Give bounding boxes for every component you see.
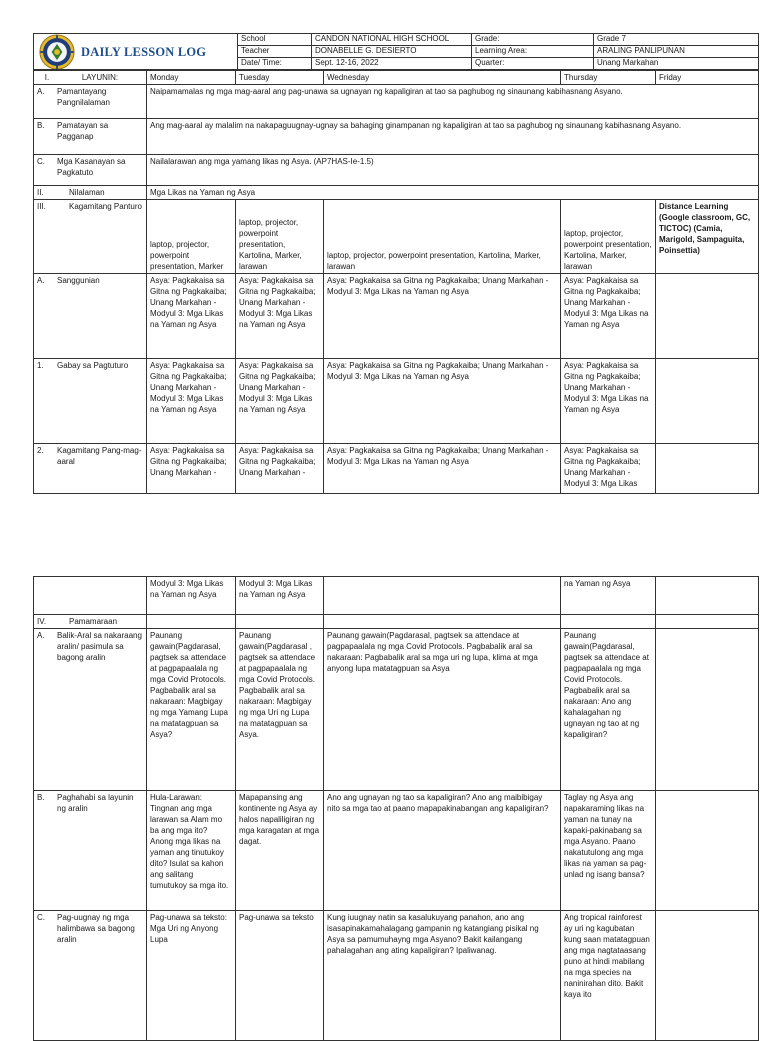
cell-thursday: Asya: Pagkakaisa sa Gitna ng Pagkakaiba; Unang Markahan - Modyul 3: Mga Likas na Yaman ng Asya — [561, 359, 656, 444]
row-content: Ang mag-aaral ay malalim na nakapaguugnay-ugnay sa bahaging ginampanan ng kapaligiran at tao sa paghubog ng sinaunang kabihasnang Asyano. — [147, 119, 759, 155]
row-sanggunian — [34, 274, 759, 359]
cell-friday: Distance Learning (Google classroom, GC, TICTOC) (Camia, Marigold, Sampaguita, Poinsettia) — [656, 200, 759, 274]
row-label: A. Pamantayang Pangnilalaman — [34, 85, 147, 119]
row-label: 1. Gabay sa Pagtuturo — [34, 359, 147, 444]
quarter-value: Unang Markahan — [594, 58, 759, 70]
row-pamantayang-pangnilalaman — [34, 85, 759, 119]
learning-area-label: Learning Area: — [472, 46, 594, 58]
cell-monday: Pag-unawa sa teksto: Mga Uri ng Anyong Lupa — [147, 911, 236, 1041]
cell-tuesday: laptop, projector, powerpoint presentation, Kartolina, Marker, larawan — [236, 200, 324, 274]
row-label: C. Pag-uugnay ng mga halimbawa sa bagong aralin — [34, 911, 147, 1041]
row-kagamitang-panturo — [34, 200, 759, 274]
cell-friday — [656, 791, 759, 911]
cell-wednesday: Kung iuugnay natin sa kasalukuyang panahon, ano ang isasapinakamahalagang gampanin ng katangiang pisikal ng Asya sa pamumuhayng mga Asyano? Bakit kailangang pahalagahan ang ating kapaligiran? Ipaliwanag. — [324, 911, 561, 1041]
cell-tuesday: Pag-unawa sa teksto — [236, 911, 324, 1041]
row-label: III. Kagamitang Panturo — [34, 200, 147, 274]
day-friday: Friday — [656, 71, 759, 85]
row-label: II. Nilalaman — [34, 186, 147, 200]
row-nilalaman — [34, 186, 759, 200]
learning-area-value: ARALING PANLIPUNAN — [594, 46, 759, 58]
school-value: CANDON NATIONAL HIGH SCHOOL — [312, 34, 472, 46]
row-content: Mga Likas na Yaman ng Asya — [147, 186, 759, 200]
row-label: C. Mga Kasanayan sa Pagkatuto — [34, 155, 147, 186]
cell-thursday: Ang tropical rainforest ay uri ng kagubatan kung saan matatagpuan ang mga nagtataasang puno at hindi mabilang na mga species na naninirahan dito. Bakit kaya ito — [561, 911, 656, 1041]
cell-friday — [656, 615, 759, 629]
lesson-table-continued — [33, 576, 759, 1041]
cell-wednesday — [324, 577, 561, 615]
school-seal-icon — [39, 34, 75, 70]
grade-value: Grade 7 — [594, 34, 759, 46]
cell-thursday: na Yaman ng Asya — [561, 577, 656, 615]
cell-tuesday: Paunang gawain(Pagdarasal , pagtsek sa attendace at pagpapaalala ng mga Covid Protocols. Pagbabalik aral sa nakaraan: Magbigay ng mga Uri ng Lupa na matatagpuan sa Asya. — [236, 629, 324, 791]
row-label: IV. Pamamaraan — [34, 615, 147, 629]
cell-monday: Asya: Pagkakaisa sa Gitna ng Pagkakaiba; Unang Markahan - — [147, 444, 236, 494]
cell-tuesday: Asya: Pagkakaisa sa Gitna ng Pagkakaiba; Unang Markahan - — [236, 444, 324, 494]
row-paghahabi-sa-layunin — [34, 791, 759, 911]
cell-thursday: Taglay ng Asya ang napakaraming likas na yaman na tunay na kapaki-pakinabang sa mga Asyano. Paano nakatutulong ang mga likas na yaman sa pag-unlad ng isang bansa? — [561, 791, 656, 911]
row-pamamaraan — [34, 615, 759, 629]
row-balik-aral — [34, 629, 759, 791]
cell-tuesday — [236, 615, 324, 629]
day-wednesday: Wednesday — [324, 71, 561, 85]
row-pag-uugnay-ng-halimbawa — [34, 911, 759, 1041]
row-label: B. Pamatayan sa Pagganap — [34, 119, 147, 155]
cell-friday — [656, 629, 759, 791]
row-label: B. Paghahabi sa layunin ng aralin — [34, 791, 147, 911]
cell-monday: laptop, projector, powerpoint presentation, Marker — [147, 200, 236, 274]
cell-tuesday: Mapapansing ang kontinente ng Asya ay halos napaliligiran ng mga karagatan at mga dagat. — [236, 791, 324, 911]
cell-wednesday: Asya: Pagkakaisa sa Gitna ng Pagkakaiba; Unang Markahan - Modyul 3: Mga Likas na Yaman ng Asya — [324, 274, 561, 359]
teacher-label: Teacher — [238, 46, 312, 58]
row-kasanayan-sa-pagkatuto — [34, 155, 759, 186]
quarter-label: Quarter: — [472, 58, 594, 70]
date-value: Sept. 12-16, 2022 — [312, 58, 472, 70]
row-gabay-sa-pagtuturo — [34, 359, 759, 444]
cell-thursday — [561, 615, 656, 629]
cell-monday — [147, 615, 236, 629]
day-monday: Monday — [147, 71, 236, 85]
row-content: Nailalarawan ang mga yamang likas ng Asya. (AP7HAS-Ie-1.5) — [147, 155, 759, 186]
date-label: Date/ Time: — [238, 58, 312, 70]
cell-wednesday: laptop, projector, powerpoint presentation, Kartolina, Marker, larawan — [324, 200, 561, 274]
row-pamantayan-sa-pagganap — [34, 119, 759, 155]
row-label — [34, 577, 147, 615]
cell-monday: Asya: Pagkakaisa sa Gitna ng Pagkakaiba; Unang Markahan - Modyul 3: Mga Likas na Yaman ng Asya — [147, 274, 236, 359]
document-title: DAILY LESSON LOG — [81, 44, 207, 59]
teacher-value: DONABELLE G. DESIERTO — [312, 46, 472, 58]
lesson-log-page-1 — [33, 33, 758, 494]
cell-thursday: laptop, projector, powerpoint presentation, Kartolina, Marker, larawan — [561, 200, 656, 274]
cell-friday — [656, 911, 759, 1041]
row-label: 2. Kagamitang Pang-mag-aaral — [34, 444, 147, 494]
cell-monday: Paunang gawain(Pagdarasal, pagtsek sa attendace at pagpapaalala ng mga Covid Protocols. Pagbabalik aral sa nakaraan: Magbigay ng mga Yamang Lupa na matatagpuan sa Asya? — [147, 629, 236, 791]
days-row — [34, 71, 759, 85]
row-label: A. Balik-Aral sa nakaraang aralin/ pasimula sa bagong aralin — [34, 629, 147, 791]
logo-cell — [34, 34, 238, 70]
lesson-table — [33, 70, 759, 494]
cell-wednesday — [324, 615, 561, 629]
cell-wednesday: Asya: Pagkakaisa sa Gitna ng Pagkakaiba; Unang Markahan - Modyul 3: Mga Likas na Yaman ng Asya — [324, 444, 561, 494]
row-label: A. Sanggunian — [34, 274, 147, 359]
layunin-label-cell: I. LAYUNIN: — [34, 71, 147, 85]
cell-wednesday: Ano ang ugnayan ng tao sa kapaligiran? Ano ang maibibigay nito sa mga tao at paano mapapakinabangan ang kapaligiran? — [324, 791, 561, 911]
cell-wednesday: Asya: Pagkakaisa sa Gitna ng Pagkakaiba; Unang Markahan - Modyul 3: Mga Likas na Yaman ng Asya — [324, 359, 561, 444]
day-tuesday: Tuesday — [236, 71, 324, 85]
cell-tuesday: Modyul 3: Mga Likas na Yaman ng Asya — [236, 577, 324, 615]
school-label: School — [238, 34, 312, 46]
cell-friday — [656, 577, 759, 615]
cell-friday — [656, 359, 759, 444]
cell-monday: Hula-Larawan: Tingnan ang mga larawan sa Alam mo ba ang mga ito? Anong mga likas na yaman ang tinutukoy dito? Isulat sa kahon ang salitang tumutukoy sa mga ito. — [147, 791, 236, 911]
cell-tuesday: Asya: Pagkakaisa sa Gitna ng Pagkakaiba; Unang Markahan - Modyul 3: Mga Likas na Yaman ng Asya — [236, 274, 324, 359]
cell-friday — [656, 444, 759, 494]
cell-friday — [656, 274, 759, 359]
grade-label: Grade: — [472, 34, 594, 46]
row-kagamitang-pang-mag-aaral — [34, 444, 759, 494]
row-content: Naipamamalas ng mga mag-aaral ang pag-unawa sa ugnayan ng kapaligiran at tao sa paghubog ng sinaunang kabihasnang Asyano. — [147, 85, 759, 119]
cell-thursday: Asya: Pagkakaisa sa Gitna ng Pagkakaiba; Unang Markahan - Modyul 3: Mga Likas na Yaman ng Asya — [561, 274, 656, 359]
cell-monday: Modyul 3: Mga Likas na Yaman ng Asya — [147, 577, 236, 615]
row-continued-materials — [34, 577, 759, 615]
cell-thursday: Asya: Pagkakaisa sa Gitna ng Pagkakaiba; Unang Markahan - Modyul 3: Mga Likas — [561, 444, 656, 494]
lesson-log-page-2 — [33, 576, 758, 1041]
cell-monday: Asya: Pagkakaisa sa Gitna ng Pagkakaiba; Unang Markahan - Modyul 3: Mga Likas na Yaman ng Asya — [147, 359, 236, 444]
cell-wednesday: Paunang gawain(Pagdarasal, pagtsek sa attendace at pagpapaalala ng mga Covid Protocols. Pagbabalik aral sa nakaraan: Pagbabalik aral sa mga uri ng lupa, klima at mga anyong lupa matatagpuan sa Asya — [324, 629, 561, 791]
cell-thursday: Paunang gawain(Pagdarasal, pagtsek sa attendace at pagpapaalala ng mga Covid Protocols. Pagbabalik aral sa nakaraan: Ano ang kahalagahan ng ugnayan ng tao at ng kapaligiran? — [561, 629, 656, 791]
cell-tuesday: Asya: Pagkakaisa sa Gitna ng Pagkakaiba; Unang Markahan - Modyul 3: Mga Likas na Yaman ng Asya — [236, 359, 324, 444]
day-thursday: Thursday — [561, 71, 656, 85]
header-table — [33, 33, 759, 70]
